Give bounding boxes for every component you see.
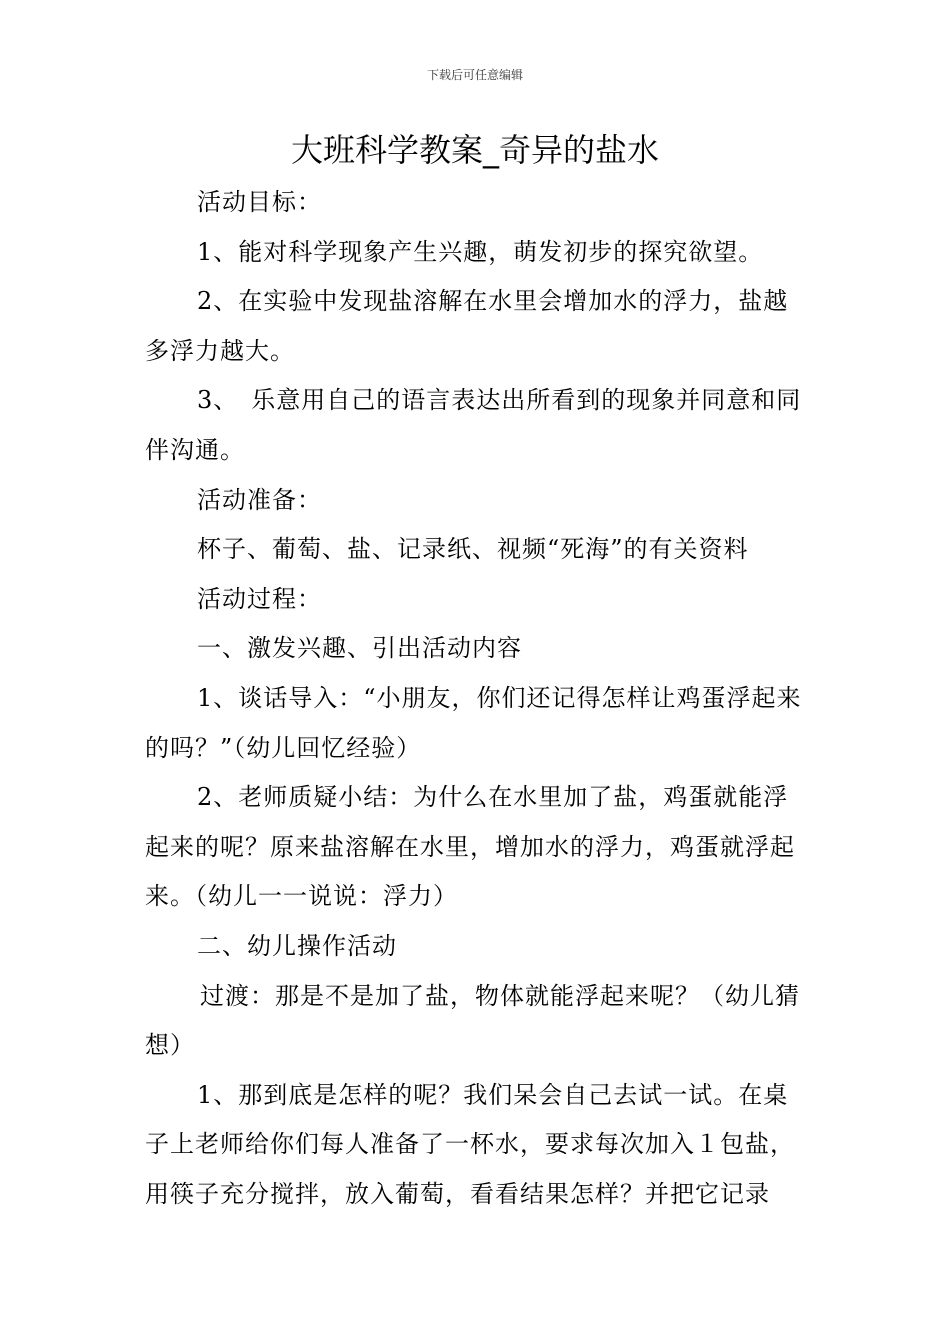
paragraph-transition: 过渡：那是不是加了盐，物体就能浮起来呢？（幼儿猜想） [145, 981, 800, 1060]
paragraph-step-2-1: 1、那到底是怎样的呢？我们呆会自己去试一试。在桌子上老师给你们每人准备了一杯水，要求每次加入１包盐，用筷子充分搅拌，放入葡萄，看看结果怎样？并把它记录 [145, 1080, 795, 1208]
paragraph-process-heading: 活动过程： [197, 584, 322, 613]
paragraph-goals-heading: 活动目标： [197, 188, 322, 216]
paragraph-step-1-2: 2、老师质疑小结：为什么在水里加了盐，鸡蛋就能浮起来的呢？原来盐溶解在水里，增加水的浮力，鸡蛋就浮起来。（幼儿一一说说：浮力） [145, 783, 795, 911]
paragraph-prep-heading: 活动准备： [197, 485, 322, 514]
paragraph-section-1: 一、激发兴趣、引出活动内容 [197, 634, 522, 663]
document-title: 大班科学教案_奇异的盐水 [290, 131, 659, 169]
paragraph-goal-3: 3、 乐意用自己的语言表达出所看到的现象并同意和同伴沟通。 [145, 386, 802, 464]
header-note: 下载后可任意编辑 [426, 68, 523, 82]
paragraph-goal-2: 2、在实验中发现盐溶解在水里会增加水的浮力，盐越多浮力越大。 [145, 287, 789, 365]
paragraph-step-1-1: 1、谈话导入：“小朋友，你们还记得怎样让鸡蛋浮起来的吗？”（幼儿回忆经验） [145, 683, 802, 762]
paragraph-section-2: 二、幼儿操作活动 [197, 931, 397, 960]
document-body [145, 178, 808, 1219]
paragraph-prep-materials: 杯子、葡萄、盐、记录纸、视频“死海”的有关资料 [197, 535, 749, 564]
paragraph-goal-1: 1、能对科学现象产生兴趣，萌发初步的探究欲望。 [197, 237, 764, 266]
